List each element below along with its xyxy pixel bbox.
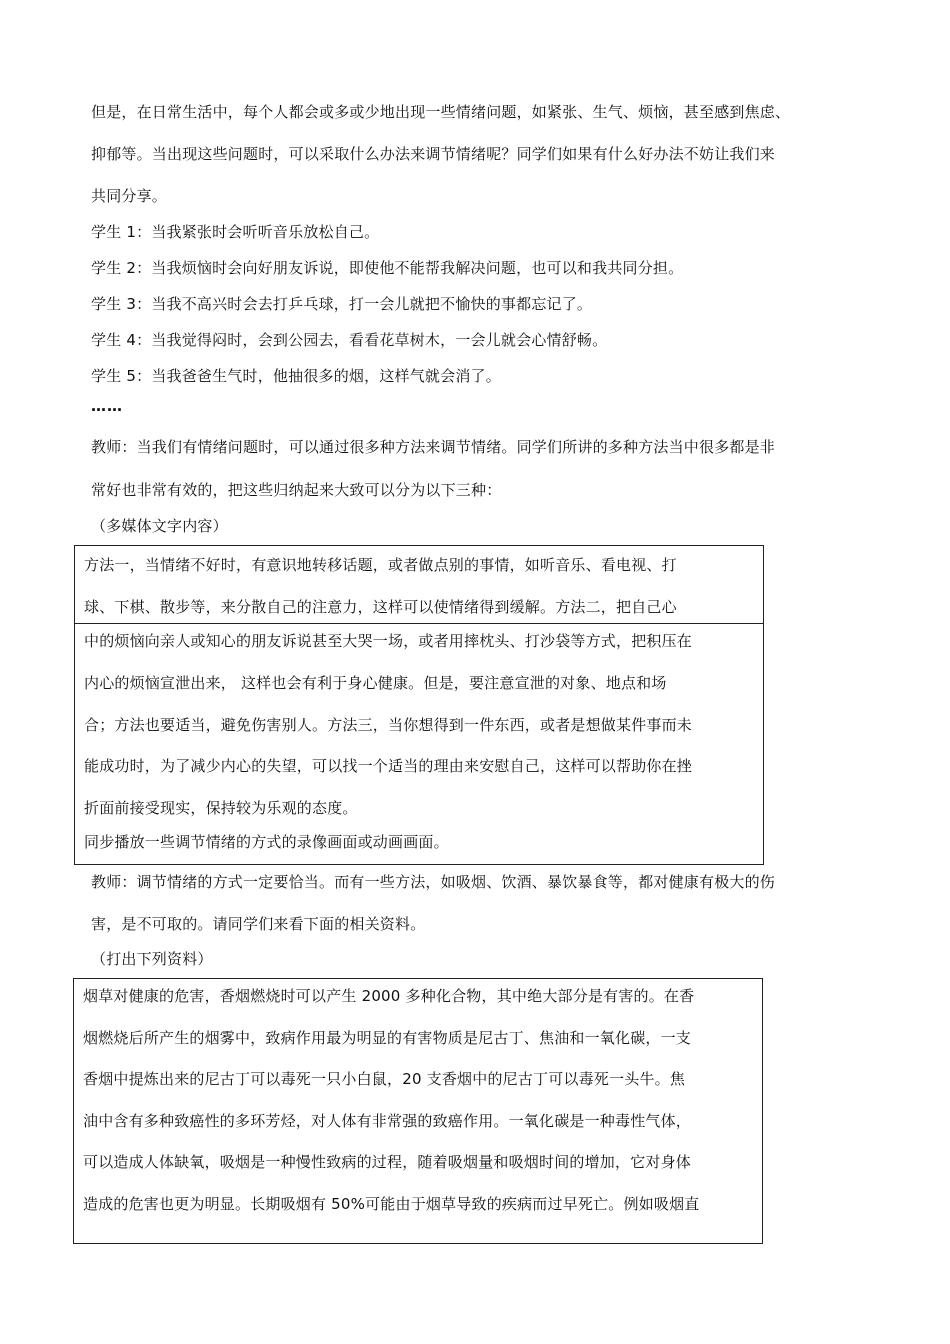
student-answer: 学生 4：当我觉得闷时，会到公园去，看看花草树木，一会儿就会心情舒畅。	[91, 331, 608, 349]
intro-line: 但是，在日常生活中，每个人都会或多或少地出现一些情绪问题，如紧张、生气、烦恼，甚至感到焦虑、	[91, 103, 791, 121]
intro-line: 共同分享。	[91, 187, 168, 205]
tobacco-line: 香烟中提炼出来的尼古丁可以毒死一只小白鼠，20 支香烟中的尼古丁可以毒死一头牛。焦	[83, 1070, 686, 1088]
intro-line: 抑郁等。当出现这些问题时，可以采取什么办法来调节情绪呢？同学们如果有什么好办法不妨让我们来	[91, 145, 776, 163]
tobacco-line: 烟草对健康的危害，香烟燃烧时可以产生 2000 多种化合物，其中绝大部分是有害的。在香	[83, 987, 695, 1005]
tobacco-line: 造成的危害也更为明显。长期吸烟有 50%可能由于烟草导致的疾病而过早死亡。例如吸烟直	[83, 1195, 700, 1213]
methods-line: 折面前接受现实，保持较为乐观的态度。	[84, 799, 358, 817]
methods-line: 中的烦恼向亲人或知心的朋友诉说甚至大哭一场，或者用摔枕头、打沙袋等方式，把积压在	[84, 632, 693, 650]
methods-line: 球、下棋、散步等，来分散自己的注意力，这样可以使情绪得到缓解。方法二，把自己心	[84, 598, 677, 616]
student-answer: 学生 3：当我不高兴时会去打乒乓球，打一会儿就把不愉快的事都忘记了。	[91, 295, 593, 313]
methods-line: 内心的烦恼宣泄出来， 这样也会有利于身心健康。但是，要注意宣泄的对象、地点和场	[84, 674, 667, 692]
multimedia-note: （多媒体文字内容）	[91, 517, 228, 535]
student-answer: 学生 2：当我烦恼时会向好朋友诉说，即使他不能帮我解决问题，也可以和我共同分担。	[91, 259, 684, 277]
methods-line: 能成功时，为了减少内心的失望，可以找一个适当的理由来安慰自己，这样可以帮助你在挫	[84, 757, 693, 775]
teacher-line: 常好也非常有效的，把这些归纳起来大致可以分为以下三种：	[91, 481, 502, 499]
teacher-line: 教师：调节情绪的方式一定要恰当。而有一些方法，如吸烟、饮酒、暴饮暴食等，都对健康有极大的伤	[91, 873, 776, 891]
tobacco-line: 烟燃烧后所产生的烟雾中，致病作用最为明显的有害物质是尼古丁、焦油和一氧化碳，一支	[83, 1029, 692, 1047]
methods-line: 方法一，当情绪不好时，有意识地转移话题，或者做点别的事情，如听音乐、看电视、打	[84, 556, 677, 574]
student-answer: 学生 1：当我紧张时会听听音乐放松自己。	[91, 223, 380, 241]
methods-line: 合；方法也要适当，避免伤害别人。方法三，当你想得到一件东西，或者是想做某件事而未	[84, 716, 693, 734]
student-answer: 学生 5：当我爸爸生气时，他抽很多的烟，这样气就会消了。	[91, 367, 501, 385]
ellipsis-text: ……	[91, 397, 123, 415]
box-divider	[74, 623, 764, 624]
tobacco-line: 可以造成人体缺氧，吸烟是一种慢性致病的过程，随着吸烟量和吸烟时间的增加，它对身体	[83, 1153, 692, 1171]
methods-line: 同步播放一些调节情绪的方式的录像画面或动画画面。	[84, 833, 449, 851]
tobacco-line: 油中含有多种致癌性的多环芳烃，对人体有非常强的致癌作用。一氧化碳是一种毒性气体，	[83, 1112, 692, 1130]
teacher-line: 教师：当我们有情绪问题时，可以通过很多种方法来调节情绪。同学们所讲的多种方法当中很多都是非	[91, 438, 776, 456]
print-note: （打出下列资料）	[91, 950, 213, 968]
teacher-line: 害，是不可取的。请同学们来看下面的相关资料。	[91, 915, 426, 933]
